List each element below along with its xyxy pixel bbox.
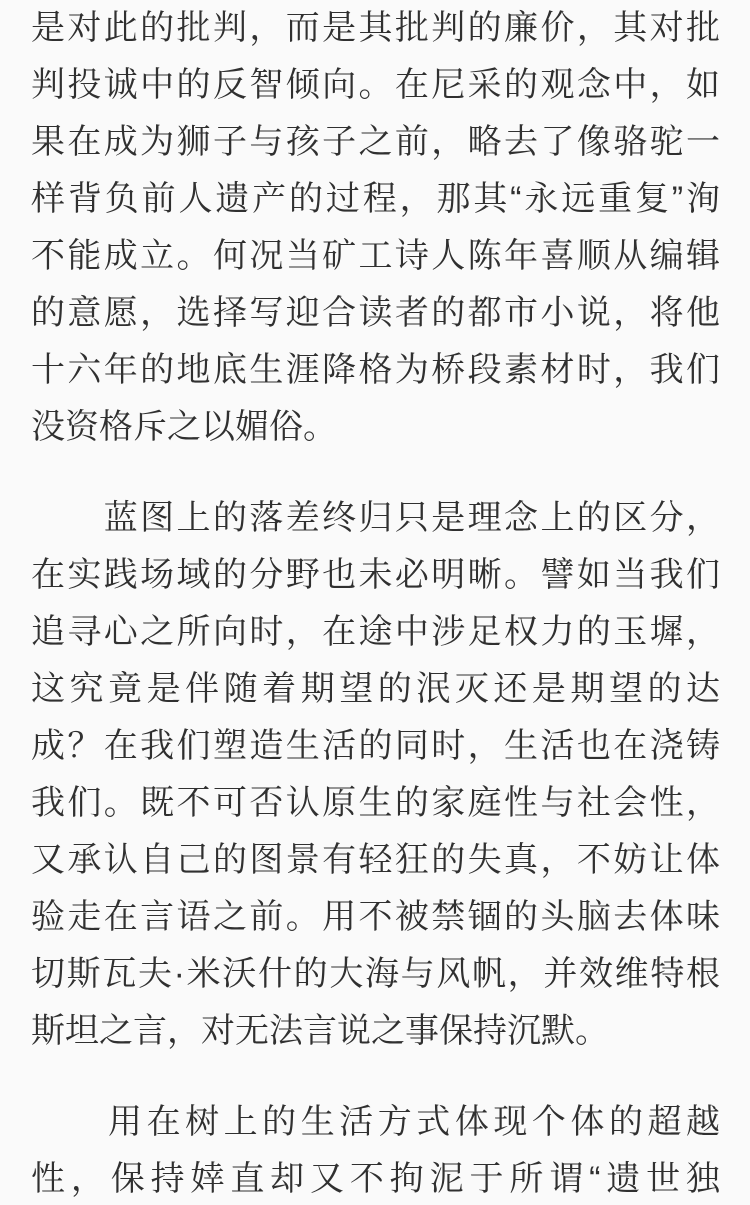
text-line: 性，保持婞直却又不拘泥于所谓“遗世独 (31, 1160, 720, 1198)
text-line: 样背负前人遗产的过程，那其“永远重复”洵 (31, 180, 720, 218)
text-line: 又承认自己的图景有轻狂的失真，不妨让体 (31, 841, 720, 879)
text-line: 验走在言语之前。用不被禁锢的头脑去体味 (31, 898, 720, 936)
text-line: 果在成为狮子与孩子之前，略去了像骆驼一 (31, 123, 720, 161)
text-line: 蓝图上的落差终归只是理念上的区分， (31, 499, 720, 537)
text-line: 斯坦之言，对无法言说之事保持沉默。 (31, 1012, 609, 1050)
text-line: 不能成立。何况当矿工诗人陈年喜顺从编辑 (31, 237, 720, 275)
paragraph-2 (31, 490, 720, 1060)
text-line: 切斯瓦夫·米沃什的大海与风帆，并效维特根 (31, 955, 720, 993)
paragraph-3 (31, 1094, 720, 1205)
text-line: 我们。既不可否认原生的家庭性与社会性， (31, 784, 720, 822)
text-line: 用在树上的生活方式体现个体的超越 (31, 1103, 720, 1141)
text-line: 没资格斥之以媚俗。 (31, 408, 337, 446)
text-line: 这究竟是伴随着期望的泯灭还是期望的达 (31, 670, 720, 708)
text-line: 的意愿，选择写迎合读者的都市小说，将他 (31, 294, 720, 332)
text-line: 追寻心之所向时，在途中涉足权力的玉墀， (31, 613, 720, 651)
text-line: 是对此的批判，而是其批判的廉价，其对批 (31, 9, 720, 47)
text-line: 十六年的地底生涯降格为桥段素材时，我们 (31, 351, 720, 389)
text-line: 成？在我们塑造生活的同时，生活也在浇铸 (31, 727, 720, 765)
text-line: 在实践场域的分野也未必明晰。譬如当我们 (31, 556, 720, 594)
text-line: 判投诚中的反智倾向。在尼采的观念中，如 (31, 66, 720, 104)
article-body (31, 0, 720, 1205)
paragraph-1 (31, 0, 720, 456)
